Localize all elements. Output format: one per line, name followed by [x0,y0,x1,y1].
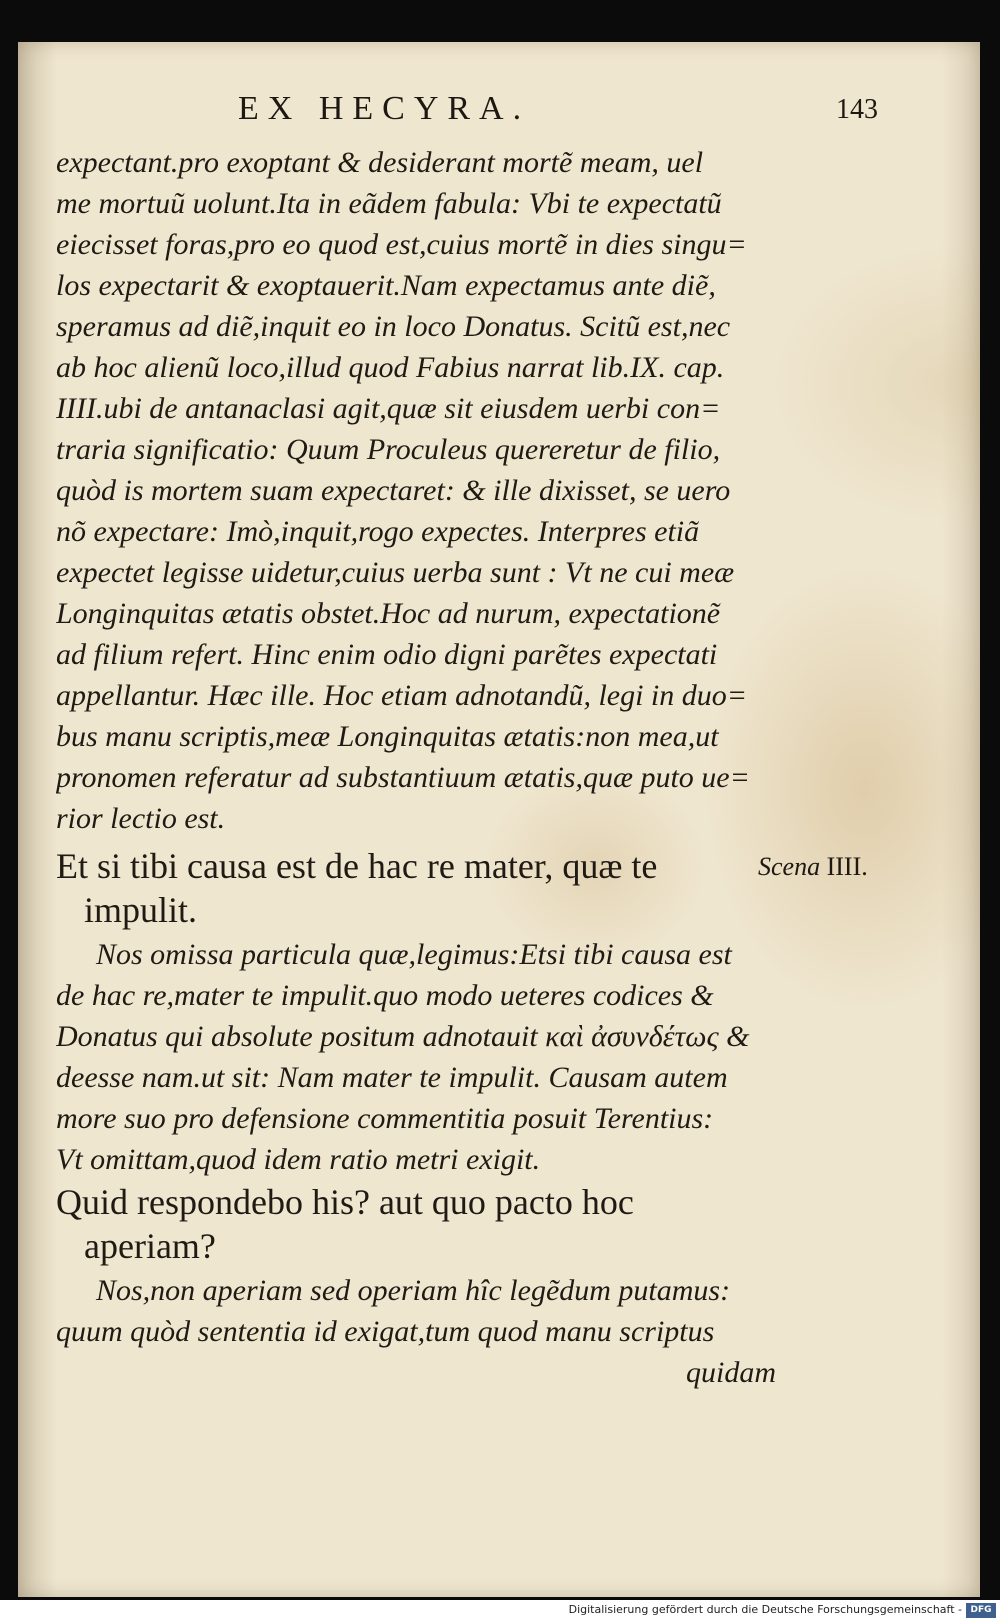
text-line: ab hoc alienũ loco,illud quod Fabius narrat lib.IX. cap. [56,351,725,384]
lemma-line: impulit. [84,890,198,930]
digitization-footer [0,1600,1000,1622]
text-line: deesse nam.ut sit: Nam mater te impulit. Causam autem [56,1061,728,1094]
lemma-line: Et si tibi causa est de hac re mater, quæ te [56,846,658,886]
text-line: expectant.pro exoptant & desiderant mortẽ meam, uel [56,146,704,179]
text-line: los expectarit & exoptauerit.Nam expectamus ante diẽ, [56,269,716,302]
text-line: expectet legisse uidetur,cuius uerba sunt : Vt ne cui meæ [56,556,735,589]
running-title: EX HECYRA. [238,90,531,127]
marginal-scene-note [758,852,868,882]
catchword: quidam [686,1356,776,1389]
text-line: more suo pro defensione commentitia posuit Terentius: [56,1102,714,1135]
lemma-2 [56,1180,776,1268]
dfg-logo: DFG [966,1603,996,1618]
commentary-paragraph-2 [56,934,776,1180]
text-line: traria significatio: Quum Proculeus quereretur de filio, [56,433,721,466]
text-line: Nos omissa particula quæ,legimus:Etsi tibi causa est [96,938,732,971]
text-line: me mortuũ uolunt.Ita in eãdem fabula: Vbi te expectatũ [56,187,722,220]
funding-credit: Digitalisierung gefördert durch die Deutsche Forschungsgemeinschaft - [568,1603,962,1616]
text-line: de hac re,mater te impulit.quo modo ueteres codices & [56,979,714,1012]
text-line: Donatus qui absolute positum adnotauit καὶ ἀσυνδέτως & [56,1020,750,1053]
text-line: Nos,non aperiam sed operiam hîc legẽdum putamus: [96,1274,731,1307]
text-line: ad filium refert. Hinc enim odio digni parẽtes expectati [56,638,718,671]
text-line: bus manu scriptis,meæ Longinquitas ætatis:non mea,ut [56,720,719,753]
marginal-scene-numeral: IIII. [826,852,868,881]
lemma-line: Quid respondebo his? aut quo pacto hoc [56,1182,634,1222]
commentary-paragraph-1 [56,142,776,839]
marginal-scene-label: Scena [758,852,821,881]
text-line: quòd is mortem suam expectaret: & ille dixisset, se uero [56,474,731,507]
text-line: eiecisset foras,pro eo quod est,cuius mortẽ in dies singu= [56,228,747,261]
text-line: appellantur. Hæc ille. Hoc etiam adnotandũ, legi in duo= [56,679,748,712]
text-line: IIII.ubi de antanaclasi agit,quæ sit eiusdem uerbi con= [56,392,721,425]
text-line: speramus ad diẽ,inquit eo in loco Donatus. Scitũ est,nec [56,310,731,343]
text-line: Vt omittam,quod idem ratio metri exigit. [56,1143,541,1176]
text-line: nõ expectare: Imò,inquit,rogo expectes. Interpres etiã [56,515,700,548]
text-line: pronomen referatur ad substantiuum ætatis,quæ puto ue= [56,761,750,794]
text-line: Longinquitas ætatis obstet.Hoc ad nurum, expectationẽ [56,597,721,630]
page-number: 143 [836,94,878,125]
lemma-line: aperiam? [84,1226,216,1266]
text-line: quum quòd sententia id exigat,tum quod manu scriptus [56,1315,715,1348]
commentary-paragraph-3 [56,1270,776,1393]
running-header [238,90,938,136]
text-line: rior lectio est. [56,802,226,835]
lemma-1 [56,844,776,932]
book-page [18,42,980,1597]
